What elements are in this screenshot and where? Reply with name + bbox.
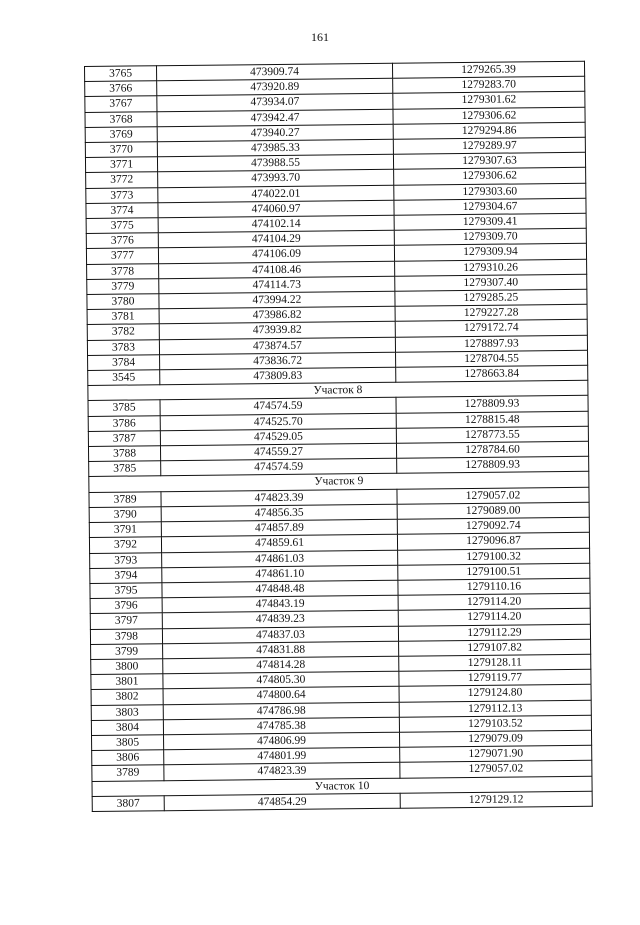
x-coordinate-cell: 473874.57: [159, 337, 395, 355]
point-number-cell: 3783: [87, 339, 159, 355]
x-coordinate-cell: 474108.46: [159, 261, 395, 279]
x-coordinate-cell: 473994.22: [159, 291, 395, 309]
x-coordinate-cell: 473993.70: [158, 170, 394, 188]
y-coordinate-cell: 1278815.48: [396, 411, 588, 428]
y-coordinate-cell: 1278897.93: [395, 335, 587, 352]
point-number-cell: 3769: [85, 127, 157, 143]
point-number-cell: 3780: [87, 294, 159, 310]
x-coordinate-cell: 474786.98: [163, 702, 399, 720]
y-coordinate-cell: 1279112.13: [399, 700, 591, 717]
point-number-cell: 3545: [88, 370, 160, 386]
y-coordinate-cell: 1278809.93: [397, 457, 589, 474]
point-number-cell: 3771: [85, 157, 157, 173]
y-coordinate-cell: 1279307.40: [395, 274, 587, 291]
coordinates-table: [84, 61, 593, 812]
y-coordinate-cell: 1279071.90: [400, 745, 592, 762]
y-coordinate-cell: 1279307.63: [393, 152, 585, 169]
y-coordinate-cell: 1279227.28: [395, 304, 587, 321]
x-coordinate-cell: 473988.55: [157, 154, 393, 172]
x-coordinate-cell: 474854.29: [164, 793, 400, 811]
point-number-cell: 3782: [87, 324, 159, 340]
x-coordinate-cell: 474839.23: [162, 611, 398, 629]
x-coordinate-cell: 473940.27: [157, 124, 393, 142]
y-coordinate-cell: 1279303.60: [394, 183, 586, 200]
y-coordinate-cell: 1279057.02: [397, 487, 589, 504]
point-number-cell: 3805: [92, 735, 164, 751]
point-number-cell: 3785: [88, 400, 160, 416]
y-coordinate-cell: 1279092.74: [397, 517, 589, 534]
point-number-cell: 3774: [86, 203, 158, 219]
y-coordinate-cell: 1279128.11: [399, 654, 591, 671]
point-number-cell: 3807: [92, 795, 164, 811]
x-coordinate-cell: 474856.35: [161, 504, 397, 522]
section-title: Участок 8: [88, 381, 588, 401]
x-coordinate-cell: 474559.27: [160, 443, 396, 461]
x-coordinate-cell: 474060.97: [158, 200, 394, 218]
x-coordinate-cell: 474574.59: [160, 398, 396, 416]
point-number-cell: 3797: [90, 613, 162, 629]
x-coordinate-cell: 474574.59: [161, 459, 397, 477]
x-coordinate-cell: 474800.64: [163, 687, 399, 705]
point-number-cell: 3798: [90, 628, 162, 644]
point-number-cell: 3791: [89, 522, 161, 538]
point-number-cell: 3784: [88, 355, 160, 371]
section-title: Участок 10: [92, 776, 592, 796]
x-coordinate-cell: 474785.38: [163, 717, 399, 735]
y-coordinate-cell: 1279172.74: [395, 320, 587, 337]
x-coordinate-cell: 473939.82: [159, 322, 395, 340]
y-coordinate-cell: 1279103.52: [399, 715, 591, 732]
x-coordinate-cell: 473985.33: [157, 139, 393, 157]
x-coordinate-cell: 474114.73: [159, 276, 395, 294]
y-coordinate-cell: 1279100.51: [398, 563, 590, 580]
y-coordinate-cell: 1278773.55: [396, 426, 588, 443]
x-coordinate-cell: 473836.72: [160, 352, 396, 370]
x-coordinate-cell: 474848.48: [162, 580, 398, 598]
point-number-cell: 3789: [92, 765, 164, 781]
x-coordinate-cell: 474814.28: [163, 656, 399, 674]
x-coordinate-cell: 474857.89: [161, 519, 397, 537]
y-coordinate-cell: 1279124.80: [399, 685, 591, 702]
y-coordinate-cell: 1279289.97: [393, 137, 585, 154]
point-number-cell: 3768: [85, 111, 157, 127]
y-coordinate-cell: 1279310.26: [395, 259, 587, 276]
x-coordinate-cell: 474823.39: [164, 763, 400, 781]
y-coordinate-cell: 1279079.09: [399, 730, 591, 747]
section-title: Участок 9: [89, 472, 589, 492]
y-coordinate-cell: 1278809.93: [396, 396, 588, 413]
point-number-cell: 3765: [85, 66, 157, 82]
x-coordinate-cell: 473909.74: [157, 63, 393, 81]
point-number-cell: 3799: [91, 643, 163, 659]
x-coordinate-cell: 474843.19: [162, 595, 398, 613]
page-number: 161: [311, 30, 329, 44]
x-coordinate-cell: 474837.03: [162, 626, 398, 644]
point-number-cell: 3777: [86, 248, 158, 264]
y-coordinate-cell: 1278663.84: [396, 365, 588, 382]
point-number-cell: 3804: [91, 719, 163, 735]
y-coordinate-cell: 1279107.82: [399, 639, 591, 656]
point-number-cell: 3787: [88, 431, 160, 447]
y-coordinate-cell: 1279304.67: [394, 198, 586, 215]
y-coordinate-cell: 1279096.87: [397, 533, 589, 550]
point-number-cell: 3781: [87, 309, 159, 325]
y-coordinate-cell: 1279114.20: [398, 593, 590, 610]
y-coordinate-cell: 1279285.25: [395, 289, 587, 306]
y-coordinate-cell: 1279119.77: [399, 669, 591, 686]
point-number-cell: 3767: [85, 96, 157, 112]
y-coordinate-cell: 1278704.55: [396, 350, 588, 367]
y-coordinate-cell: 1279265.39: [392, 61, 584, 78]
y-coordinate-cell: 1279309.94: [394, 244, 586, 261]
x-coordinate-cell: 474102.14: [158, 215, 394, 233]
point-number-cell: 3788: [88, 446, 160, 462]
y-coordinate-cell: 1279057.02: [400, 761, 592, 778]
y-coordinate-cell: 1279283.70: [393, 76, 585, 93]
coordinates-table-container: [84, 61, 592, 812]
point-number-cell: 3796: [90, 598, 162, 614]
point-number-cell: 3802: [91, 689, 163, 705]
x-coordinate-cell: 474861.03: [162, 550, 398, 568]
y-coordinate-cell: 1279110.16: [398, 578, 590, 595]
point-number-cell: 3794: [90, 567, 162, 583]
point-number-cell: 3775: [86, 218, 158, 234]
point-number-cell: 3806: [92, 750, 164, 766]
x-coordinate-cell: 473920.89: [157, 78, 393, 96]
x-coordinate-cell: 474022.01: [158, 185, 394, 203]
point-number-cell: 3786: [88, 415, 160, 431]
point-number-cell: 3779: [87, 279, 159, 295]
x-coordinate-cell: 473934.07: [157, 94, 393, 112]
x-coordinate-cell: 473986.82: [159, 307, 395, 325]
y-coordinate-cell: 1279301.62: [393, 92, 585, 109]
x-coordinate-cell: 474104.29: [158, 230, 394, 248]
point-number-cell: 3785: [89, 461, 161, 477]
x-coordinate-cell: 474806.99: [164, 732, 400, 750]
y-coordinate-cell: 1279306.62: [393, 107, 585, 124]
x-coordinate-cell: 473809.83: [160, 367, 396, 385]
y-coordinate-cell: 1279089.00: [397, 502, 589, 519]
point-number-cell: 3801: [91, 674, 163, 690]
y-coordinate-cell: 1279309.41: [394, 213, 586, 230]
coordinates-table-body: [85, 61, 593, 811]
point-number-cell: 3792: [89, 537, 161, 553]
point-number-cell: 3803: [91, 704, 163, 720]
x-coordinate-cell: 474823.39: [161, 489, 397, 507]
y-coordinate-cell: 1278784.60: [396, 441, 588, 458]
x-coordinate-cell: 474525.70: [160, 413, 396, 431]
x-coordinate-cell: 474861.10: [162, 565, 398, 583]
y-coordinate-cell: 1279309.70: [394, 228, 586, 245]
point-number-cell: 3793: [90, 552, 162, 568]
point-number-cell: 3790: [89, 507, 161, 523]
y-coordinate-cell: 1279129.12: [400, 791, 592, 808]
point-number-cell: 3795: [90, 583, 162, 599]
y-coordinate-cell: 1279100.32: [398, 548, 590, 565]
point-number-cell: 3766: [85, 81, 157, 97]
x-coordinate-cell: 474801.99: [164, 747, 400, 765]
y-coordinate-cell: 1279306.62: [394, 168, 586, 185]
y-coordinate-cell: 1279112.29: [398, 624, 590, 641]
point-number-cell: 3773: [86, 187, 158, 203]
point-number-cell: 3789: [89, 491, 161, 507]
y-coordinate-cell: 1279114.20: [398, 609, 590, 626]
x-coordinate-cell: 474831.88: [163, 641, 399, 659]
point-number-cell: 3778: [87, 263, 159, 279]
point-number-cell: 3770: [85, 142, 157, 158]
point-number-cell: 3772: [86, 172, 158, 188]
point-number-cell: 3800: [91, 659, 163, 675]
x-coordinate-cell: 474805.30: [163, 671, 399, 689]
x-coordinate-cell: 474529.05: [160, 428, 396, 446]
point-number-cell: 3776: [86, 233, 158, 249]
y-coordinate-cell: 1279294.86: [393, 122, 585, 139]
x-coordinate-cell: 474859.61: [161, 535, 397, 553]
x-coordinate-cell: 474106.09: [158, 246, 394, 264]
x-coordinate-cell: 473942.47: [157, 109, 393, 127]
